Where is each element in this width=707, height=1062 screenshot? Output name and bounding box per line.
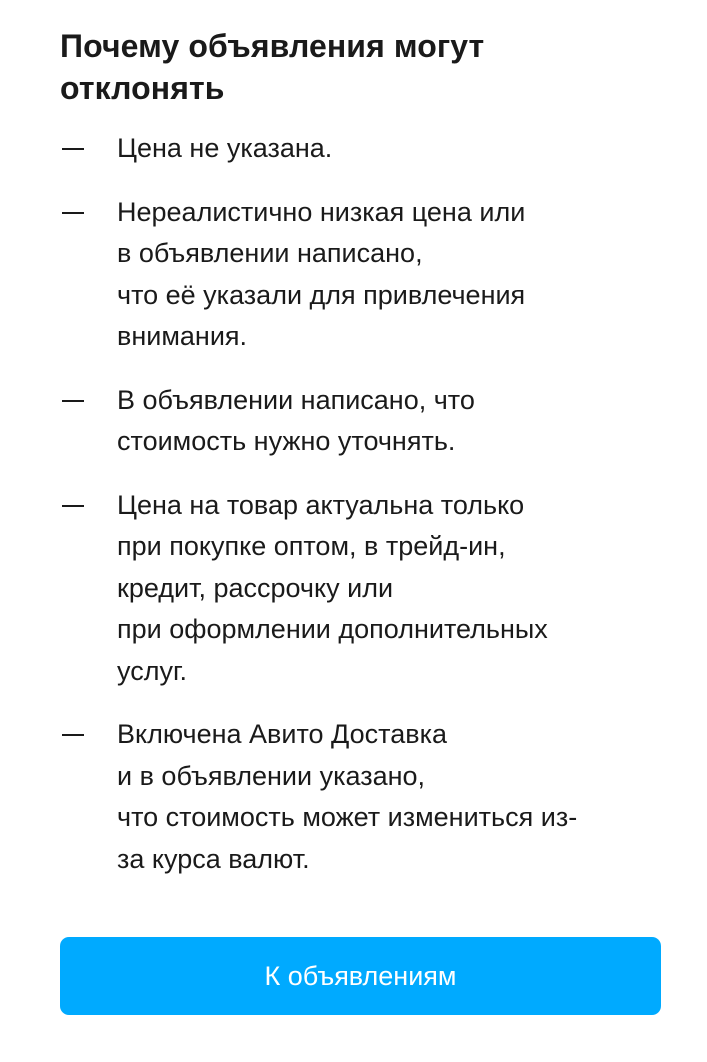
dash-bullet-icon <box>62 400 84 402</box>
dash-bullet-icon <box>62 212 84 214</box>
page-title: Почему объявления могут отклонять <box>60 28 485 106</box>
list-item <box>60 192 660 358</box>
reason-text: Цена на товар актуальна только при покупке оптом, в трейд-ин, кредит, рассрочку или при оформлении дополнительных услуг. <box>117 489 548 686</box>
list-item <box>60 380 660 463</box>
list-item <box>60 485 660 693</box>
reason-text: Цена не указана. <box>117 133 333 163</box>
dash-bullet-icon <box>62 148 84 150</box>
list-item <box>60 714 660 880</box>
reasons-list <box>60 128 660 902</box>
reason-text: В объявлении написано, что стоимость нужно уточнять. <box>117 384 475 456</box>
to-listings-button[interactable]: К объявлениям <box>60 937 661 1015</box>
dash-bullet-icon <box>62 505 84 507</box>
reason-text: Включена Авито Доставка и в объявлении указано, что стоимость может измениться из- за курса валют. <box>117 719 578 874</box>
list-item <box>60 128 660 170</box>
reason-text: Нереалистично низкая цена или в объявлении написано, что её указали для привлечения внимания. <box>117 196 526 351</box>
dash-bullet-icon <box>62 734 84 736</box>
